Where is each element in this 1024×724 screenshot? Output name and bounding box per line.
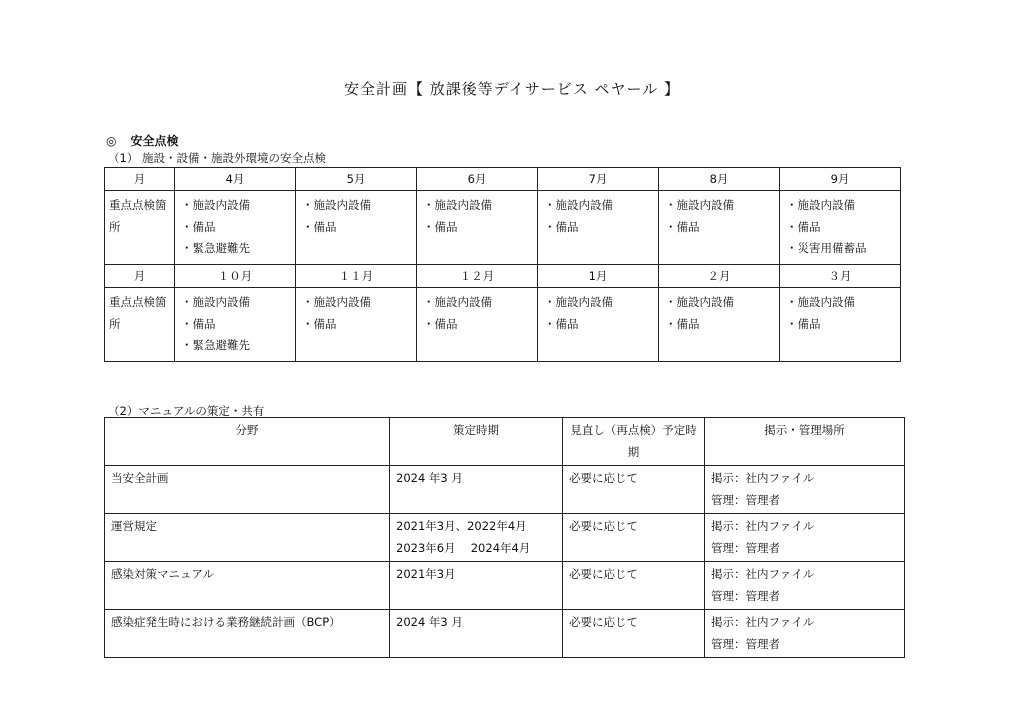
header-field: 分野 [105,418,390,466]
place-cell [705,466,905,514]
focus-item: ・備品 [786,316,821,331]
focus-item: ・備品 [302,316,337,331]
date-cell [390,610,563,658]
date-line: 2024 年3 月 [396,471,463,485]
month-label: 月 [105,265,175,288]
month-cell: ２月 [659,265,780,288]
date-line: 2021年3月 [396,567,456,581]
focus-row-top [105,191,901,265]
focus-cell [538,288,659,362]
month-cell: 6月 [417,168,538,191]
focus-item: ・施設内設備 [786,198,855,212]
review-cell: 必要に応じて [563,562,705,610]
focus-item: ・備品 [665,316,700,331]
month-cell: ３月 [780,265,901,288]
focus-cell [175,191,296,265]
table-row [105,610,905,658]
section-heading [106,132,179,149]
field-cell: 運営規定 [105,514,390,562]
focus-item: ・施設内設備 [665,295,734,309]
month-cell: １１月 [296,265,417,288]
table-row [105,514,905,562]
review-cell: 必要に応じて [563,466,705,514]
focus-item: ・施設内設備 [302,295,371,309]
month-cell: 4月 [175,168,296,191]
date-cell [390,562,563,610]
date-cell [390,514,563,562]
focus-cell [659,288,780,362]
focus-cell [780,288,901,362]
date-line: 2021年3月、2022年4月 [396,519,527,533]
focus-cell [175,288,296,362]
header-date: 策定時期 [390,418,563,466]
focus-item: ・備品 [665,219,700,234]
month-cell: 8月 [659,168,780,191]
focus-row-bottom [105,288,901,362]
focus-item: ・施設内設備 [544,295,613,309]
review-cell: 必要に応じて [563,610,705,658]
focus-cell [417,288,538,362]
inspection-table [104,167,901,362]
month-cell: １０月 [175,265,296,288]
focus-item: ・備品 [181,219,216,234]
section-mark: ◎ [106,134,117,148]
header-place: 掲示・管理場所 [705,418,905,466]
table-row [105,466,905,514]
focus-item: ・備品 [423,219,458,234]
place-cell [705,562,905,610]
focus-cell [659,191,780,265]
focus-item: ・災害用備蓄品 [786,241,867,255]
focus-item: ・備品 [423,316,458,331]
date-cell [390,466,563,514]
focus-cell [296,288,417,362]
month-label: 月 [105,168,175,191]
table-row [105,562,905,610]
place-line: 管理：管理者 [711,636,780,651]
manuals-table [104,417,905,658]
focus-item: ・施設内設備 [423,295,492,309]
month-cell: 1月 [538,265,659,288]
date-line: 2024 年3 月 [396,615,463,629]
focus-item: ・緊急避難先 [181,338,250,352]
focus-cell [780,191,901,265]
focus-item: ・施設内設備 [786,295,855,309]
month-cell: 5月 [296,168,417,191]
focus-item: ・施設内設備 [302,198,371,212]
focus-item: ・備品 [786,219,821,234]
place-line: 掲示：社内ファイル [711,471,815,485]
header-review: 見直し（再点検）予定時期 [563,418,705,466]
month-cell: 9月 [780,168,901,191]
focus-item: ・施設内設備 [665,198,734,212]
place-line: 掲示：社内ファイル [711,615,815,629]
focus-item: ・施設内設備 [544,198,613,212]
place-cell [705,610,905,658]
place-cell [705,514,905,562]
focus-item: ・施設内設備 [423,198,492,212]
focus-item: ・備品 [544,316,579,331]
focus-item: ・施設内設備 [181,198,250,212]
field-cell: 当安全計画 [105,466,390,514]
field-cell: 感染対策マニュアル [105,562,390,610]
inspection-subtitle: （1） 施設・設備・施設外環境の安全点検 [108,151,326,165]
focus-label: 重点点検箇所 [105,288,175,362]
place-line: 掲示：社内ファイル [711,567,815,581]
focus-cell [296,191,417,265]
month-row-top [105,168,901,191]
focus-label: 重点点検箇所 [105,191,175,265]
focus-cell [538,191,659,265]
section-heading-text: 安全点検 [130,134,179,148]
manuals-subtitle: （2）マニュアルの策定・共有 [108,404,265,418]
review-cell: 必要に応じて [563,514,705,562]
page-title: 安全計画【 放課後等デイサービス ペヤール 】 [344,80,680,98]
place-line: 管理：管理者 [711,588,780,603]
field-cell: 感染症発生時における業務継続計画（BCP） [105,610,390,658]
focus-item: ・備品 [181,316,216,331]
focus-item: ・備品 [544,219,579,234]
focus-item: ・施設内設備 [181,295,250,309]
month-cell: 7月 [538,168,659,191]
place-line: 管理：管理者 [711,492,780,507]
manuals-header-row [105,418,905,466]
place-line: 管理：管理者 [711,540,780,555]
month-row-bottom [105,265,901,288]
focus-item: ・備品 [302,219,337,234]
month-cell: １２月 [417,265,538,288]
focus-cell [417,191,538,265]
date-line: 2023年6月 2024年4月 [396,540,531,555]
place-line: 掲示：社内ファイル [711,519,815,533]
focus-item: ・緊急避難先 [181,241,250,255]
